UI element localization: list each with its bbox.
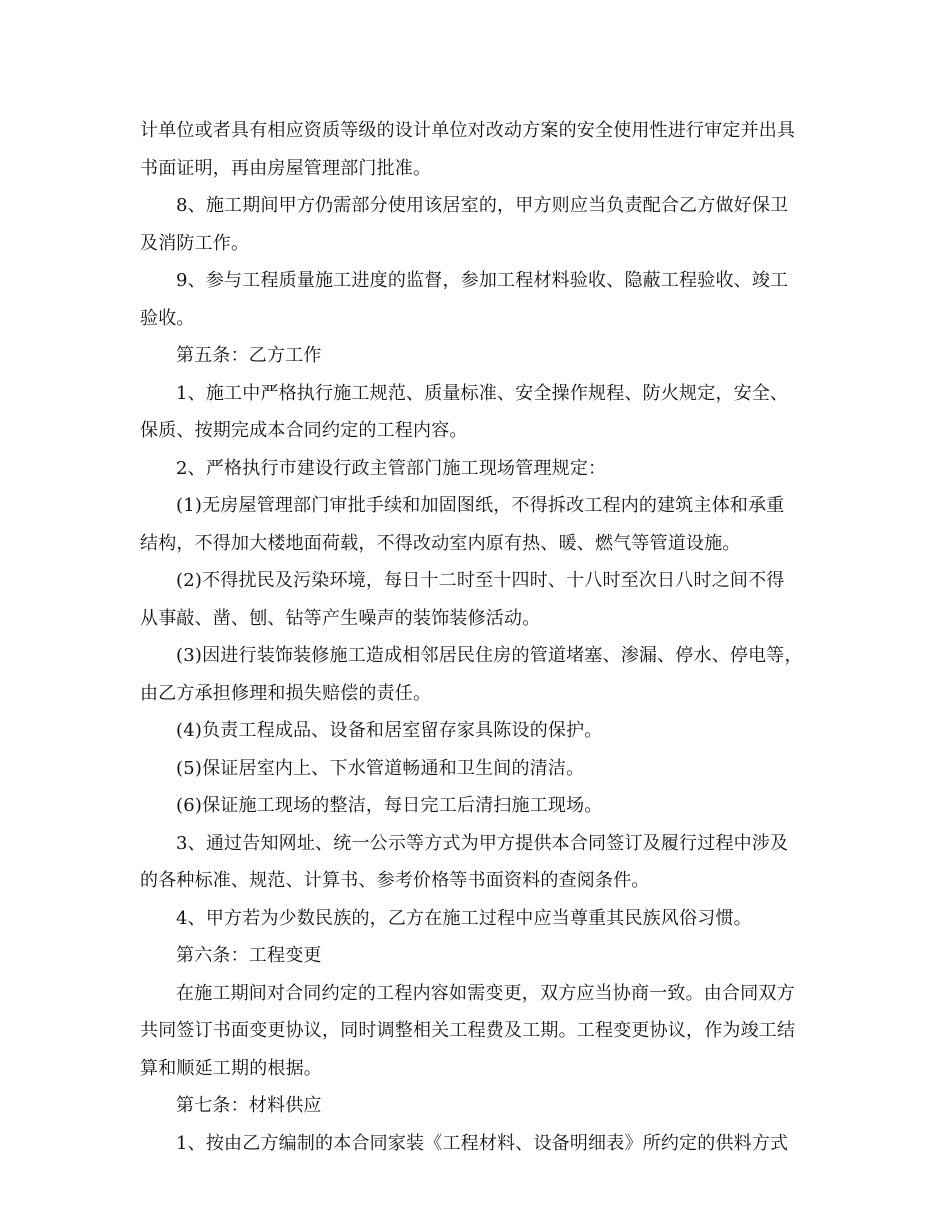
text-line: (6)保证施工现场的整洁，每日完工后清扫施工现场。 (176, 795, 603, 816)
text-line: 验收。 (140, 307, 195, 329)
text-line: 9、参与工程质量施工进度的监督，参加工程材料验收、隐蔽工程验收、竣工 (176, 270, 789, 291)
text-line: 共同签订书面变更协议，同时调整相关工程费及工期。工程变更协议，作为竣工结 (140, 1020, 796, 1041)
text-line: 1、施工中严格执行施工规范、质量标准、安全操作规程、防火规定，安全、 (176, 382, 789, 404)
text-line: (1)无房屋管理部门审批手续和加固图纸，不得拆改工程内的建筑主体和承重 (176, 495, 785, 516)
text-line: 2、严格执行市建设行政主管部门施工现场管理规定： (176, 457, 607, 479)
text-line: 及消防工作。 (140, 232, 250, 254)
text-line: 书面证明，再由房屋管理部门批准。 (140, 157, 432, 179)
text-line: 第七条：材料供应 (176, 1095, 322, 1116)
text-line: 从事敲、凿、刨、钻等产生噪声的装饰装修活动。 (140, 607, 541, 629)
text-line: 由乙方承担修理和损失赔偿的责任。 (140, 682, 432, 704)
text-line: 的各种标准、规范、计算书、参考价格等书面资料的查阅条件。 (140, 870, 650, 891)
document-body (140, 112, 830, 1162)
text-line: 计单位或者具有相应资质等级的设计单位对改动方案的安全使用性进行审定并出具 (140, 120, 796, 141)
text-line: 结构，不得加大楼地面荷载，不得改动室内原有热、暖、燃气等管道设施。 (140, 532, 741, 554)
text-line: 8、施工期间甲方仍需部分使用该居室的，甲方则应当负责配合乙方做好保卫 (176, 195, 789, 216)
text-line: 1、按由乙方编制的本合同家装《工程材料、设备明细表》所约定的供料方式 (176, 1132, 789, 1154)
text-line: (3)因进行装饰装修施工造成相邻居民住房的管道堵塞、渗漏、停水、停电等， (176, 645, 803, 666)
text-line: 第六条：工程变更 (176, 945, 322, 966)
text-line: (4)负责工程成品、设备和居室留存家具陈设的保护。 (176, 720, 603, 741)
text-line: 算和顺延工期的根据。 (140, 1057, 322, 1079)
text-line: 保质、按期完成本合同约定的工程内容。 (140, 420, 468, 441)
text-line: (5)保证居室内上、下水管道畅通和卫生间的清洁。 (176, 757, 585, 779)
text-line: 在施工期间对合同约定的工程内容如需变更，双方应当协商一致。由合同双方 (176, 982, 795, 1004)
text-line: (2)不得扰民及污染环境，每日十二时至十四时、十八时至次日八时之间不得 (176, 570, 785, 591)
text-line: 3、通过告知网址、统一公示等方式为甲方提供本合同签订及履行过程中涉及 (176, 832, 789, 854)
text-line: 4、甲方若为少数民族的，乙方在施工过程中应当尊重其民族风俗习惯。 (176, 907, 752, 929)
text-line: 第五条：乙方工作 (176, 345, 322, 366)
